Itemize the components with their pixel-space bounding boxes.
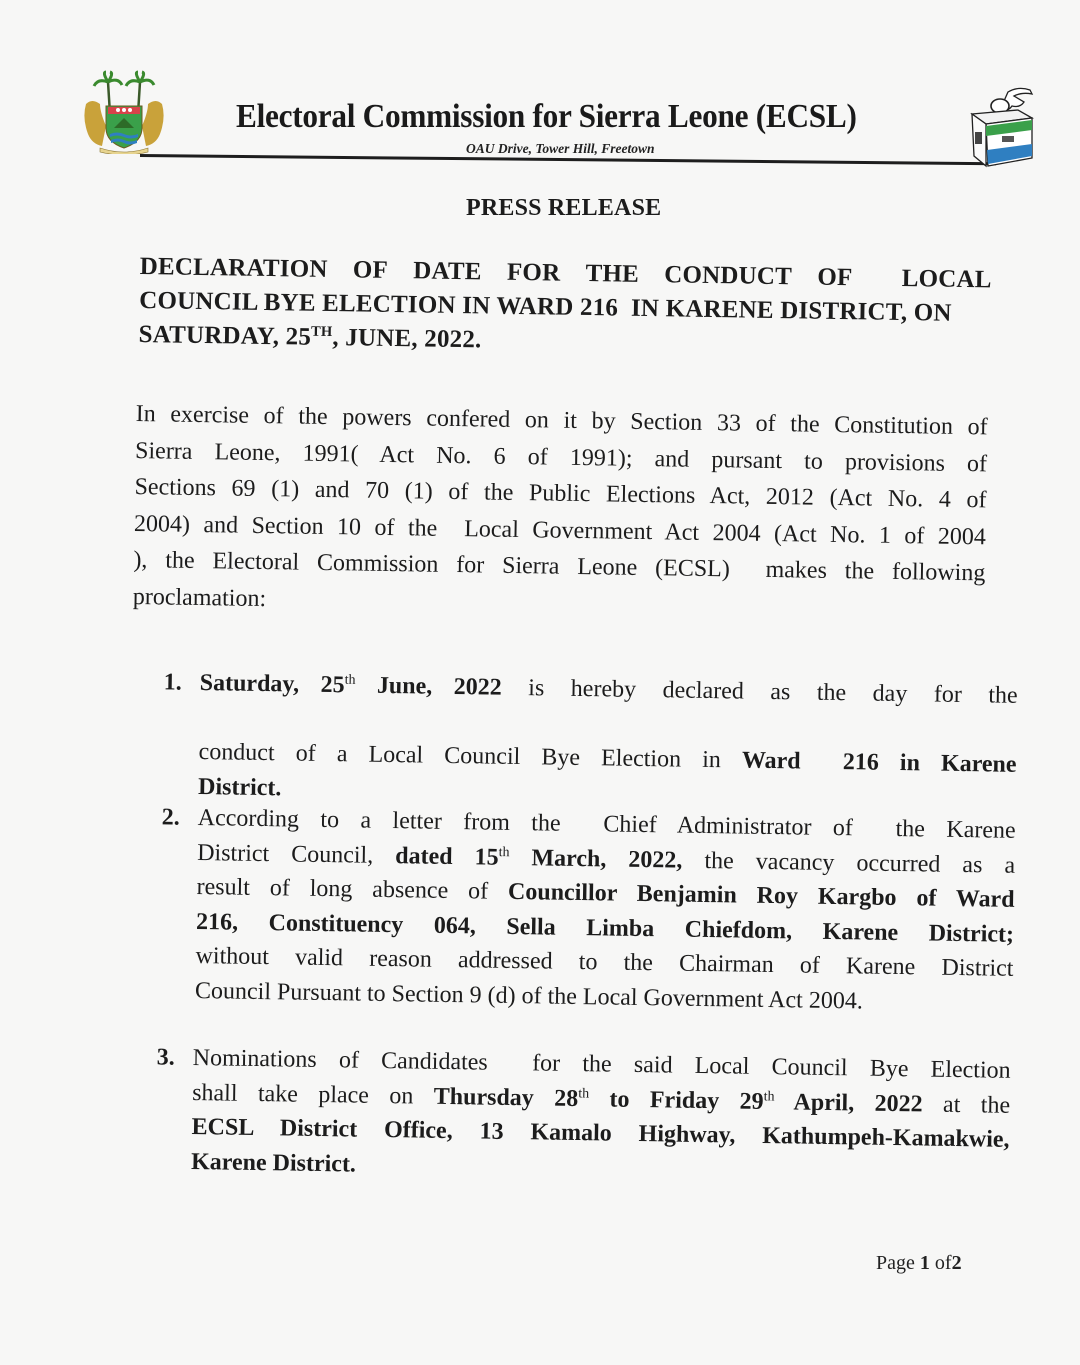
title-word: OF <box>352 256 389 284</box>
ballot-box-icon <box>958 86 1038 170</box>
title-word: LOCAL <box>901 264 992 294</box>
item-line: shall take place on Thursday 28th to Friday 29th April, 2022 at the <box>191 1079 1011 1119</box>
declaration-title <box>138 250 991 365</box>
organization-address: OAU Drive, Tower Hill, Freetown <box>466 141 655 156</box>
title-word: DECLARATION <box>139 252 328 283</box>
page-number: Page 1 of2 <box>876 1252 962 1274</box>
coat-of-arms-icon <box>78 70 170 154</box>
intro-line: ), the Electoral Commission for Sierra Leone (ECSL) makes the following <box>133 546 986 587</box>
item-line: Saturday, 25th June, 2022 is hereby declared as the day for the <box>199 669 1018 709</box>
intro-paragraph <box>133 396 988 628</box>
intro-line: In exercise of the powers confered on it by Section 33 of the Constitution of <box>135 400 988 441</box>
item-line: According to a letter from the Chief Administrator of the Karene <box>197 804 1016 844</box>
title-word: OF <box>817 263 853 292</box>
item-line: conduct of a Local Council Bye Election in Ward 216 in Karene <box>198 738 1017 778</box>
item-number: 2. <box>161 804 180 831</box>
item-line: Council Pursuant to Section 9 (d) of the Local Government Act 2004. <box>194 977 864 1014</box>
intro-line: proclamation: <box>132 583 267 612</box>
title-word: FOR <box>506 258 561 287</box>
title-line-2: COUNCIL BYE ELECTION IN WARD 216 IN KARENE DISTRICT, ON <box>138 286 952 327</box>
document-heading: PRESS RELEASE <box>466 195 662 221</box>
proclamation-item-3 <box>156 1041 1011 1192</box>
item-number: 3. <box>156 1044 175 1071</box>
intro-line: 2004) and Section 10 of the Local Government Act 2004 (Act No. 1 of 2004 <box>133 510 987 550</box>
item-line: District. <box>197 773 282 801</box>
item-line: District Council, dated 15th March, 2022, the vacancy occurred as a <box>196 839 1016 879</box>
title-word: DATE <box>413 257 482 286</box>
title-word: THE <box>585 260 640 288</box>
item-line: ECSL District Office, 13 Kamalo Highway, Kathumpeh-Kamakwie, <box>191 1113 1010 1153</box>
item-line: without valid reason addressed to the Chairman of Karene District <box>195 942 1014 982</box>
intro-line: Sections 69 (1) and 70 (1) of the Public Elections Act, 2012 (Act No. 4 of <box>134 473 987 514</box>
title-line-3: SATURDAY, 25TH, JUNE, 2022. <box>138 320 482 354</box>
item-line: 216, Constituency 064, Sella Limba Chiefdom, Karene District; <box>195 908 1015 948</box>
proclamation-item-1 <box>163 666 1018 817</box>
title-word: CONDUCT <box>664 261 793 291</box>
item-number: 1. <box>163 669 182 696</box>
intro-line: Sierra Leone, 1991( Act No. 6 of 1991); and pursant to provisions of <box>134 437 988 477</box>
proclamation-item-2 <box>161 801 1016 1021</box>
organization-name: Electoral Commission for Sierra Leone (ECSL) <box>236 98 857 135</box>
item-line: Nominations of Candidates for the said Local Council Bye Election <box>192 1044 1011 1084</box>
item-line: result of long absence of Councillor Benjamin Roy Kargbo of Ward <box>196 873 1015 913</box>
item-line: Karene District. <box>190 1148 357 1178</box>
